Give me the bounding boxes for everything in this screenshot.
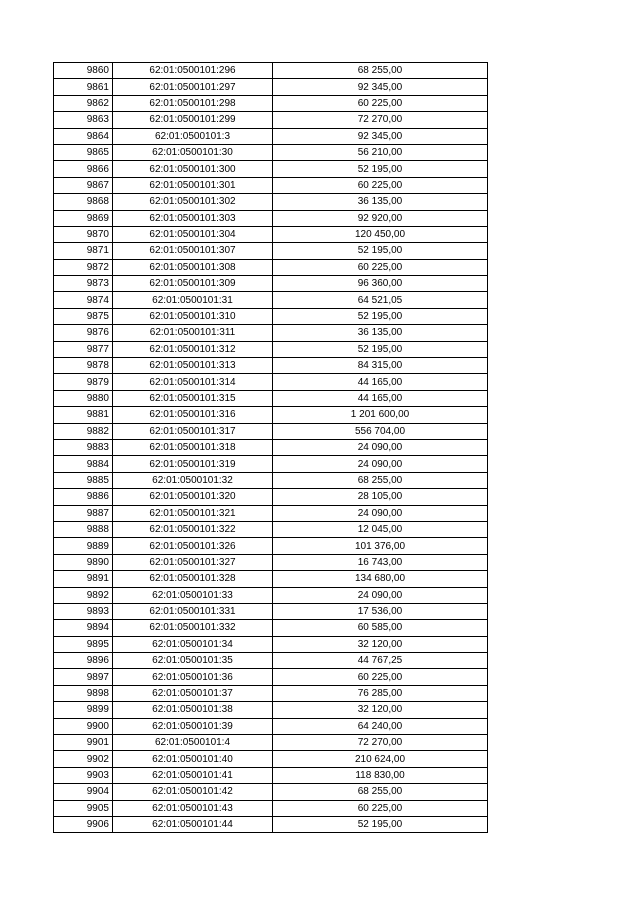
row-number-cell: 9897 (54, 669, 113, 685)
row-number-cell: 9904 (54, 784, 113, 800)
cadastral-number-cell: 62:01:0500101:301 (113, 177, 273, 193)
row-number-cell: 9885 (54, 472, 113, 488)
table-row (54, 636, 488, 652)
row-number-cell: 9884 (54, 456, 113, 472)
table-row (54, 538, 488, 554)
value-cell: 36 135,00 (273, 325, 488, 341)
cadastral-number-cell: 62:01:0500101:40 (113, 751, 273, 767)
table-row (54, 79, 488, 95)
cadastral-number-cell: 62:01:0500101:328 (113, 571, 273, 587)
value-cell: 210 624,00 (273, 751, 488, 767)
table-row (54, 226, 488, 242)
cadastral-number-cell: 62:01:0500101:34 (113, 636, 273, 652)
table-row (54, 325, 488, 341)
row-number-cell: 9866 (54, 161, 113, 177)
cadastral-number-cell: 62:01:0500101:299 (113, 112, 273, 128)
row-number-cell: 9891 (54, 571, 113, 587)
cadastral-number-cell: 62:01:0500101:315 (113, 390, 273, 406)
row-number-cell: 9876 (54, 325, 113, 341)
cadastral-number-cell: 62:01:0500101:43 (113, 800, 273, 816)
cadastral-number-cell: 62:01:0500101:3 (113, 128, 273, 144)
table-row (54, 669, 488, 685)
value-cell: 118 830,00 (273, 767, 488, 783)
table-row (54, 374, 488, 390)
value-cell: 32 120,00 (273, 702, 488, 718)
cadastral-number-cell: 62:01:0500101:35 (113, 653, 273, 669)
table-row (54, 702, 488, 718)
table-row (54, 505, 488, 521)
cadastral-number-cell: 62:01:0500101:316 (113, 407, 273, 423)
value-cell: 52 195,00 (273, 341, 488, 357)
row-number-cell: 9869 (54, 210, 113, 226)
cadastral-number-cell: 62:01:0500101:41 (113, 767, 273, 783)
row-number-cell: 9905 (54, 800, 113, 816)
table-row (54, 521, 488, 537)
table-row (54, 751, 488, 767)
row-number-cell: 9870 (54, 226, 113, 242)
table-row (54, 243, 488, 259)
value-cell: 44 767,25 (273, 653, 488, 669)
cadastral-number-cell: 62:01:0500101:321 (113, 505, 273, 521)
row-number-cell: 9871 (54, 243, 113, 259)
cadastral-number-cell: 62:01:0500101:331 (113, 603, 273, 619)
table-row (54, 144, 488, 160)
value-cell: 68 255,00 (273, 784, 488, 800)
cadastral-number-cell: 62:01:0500101:319 (113, 456, 273, 472)
row-number-cell: 9898 (54, 685, 113, 701)
row-number-cell: 9906 (54, 816, 113, 832)
row-number-cell: 9880 (54, 390, 113, 406)
row-number-cell: 9903 (54, 767, 113, 783)
row-number-cell: 9892 (54, 587, 113, 603)
value-cell: 92 345,00 (273, 79, 488, 95)
row-number-cell: 9874 (54, 292, 113, 308)
value-cell: 72 270,00 (273, 112, 488, 128)
table-row (54, 128, 488, 144)
table-row (54, 653, 488, 669)
table-row (54, 423, 488, 439)
value-cell: 60 225,00 (273, 177, 488, 193)
value-cell: 56 210,00 (273, 144, 488, 160)
value-cell: 52 195,00 (273, 308, 488, 324)
table-row (54, 276, 488, 292)
row-number-cell: 9867 (54, 177, 113, 193)
table-row (54, 816, 488, 832)
cadastral-number-cell: 62:01:0500101:39 (113, 718, 273, 734)
cadastral-number-cell: 62:01:0500101:300 (113, 161, 273, 177)
table-row (54, 341, 488, 357)
cadastral-number-cell: 62:01:0500101:36 (113, 669, 273, 685)
row-number-cell: 9901 (54, 735, 113, 751)
value-cell: 556 704,00 (273, 423, 488, 439)
value-cell: 60 585,00 (273, 620, 488, 636)
value-cell: 72 270,00 (273, 735, 488, 751)
cadastral-number-cell: 62:01:0500101:302 (113, 194, 273, 210)
value-cell: 68 255,00 (273, 63, 488, 79)
row-number-cell: 9860 (54, 63, 113, 79)
value-cell: 16 743,00 (273, 554, 488, 570)
table-row (54, 63, 488, 79)
cadastral-number-cell: 62:01:0500101:38 (113, 702, 273, 718)
value-cell: 120 450,00 (273, 226, 488, 242)
table-row (54, 292, 488, 308)
value-cell: 52 195,00 (273, 161, 488, 177)
table-row (54, 685, 488, 701)
value-cell: 92 345,00 (273, 128, 488, 144)
row-number-cell: 9899 (54, 702, 113, 718)
value-cell: 28 105,00 (273, 489, 488, 505)
table-row (54, 587, 488, 603)
table-row (54, 112, 488, 128)
value-cell: 60 225,00 (273, 800, 488, 816)
row-number-cell: 9883 (54, 439, 113, 455)
cadastral-number-cell: 62:01:0500101:320 (113, 489, 273, 505)
value-cell: 84 315,00 (273, 358, 488, 374)
value-cell: 76 285,00 (273, 685, 488, 701)
table-row (54, 603, 488, 619)
table-row (54, 571, 488, 587)
cadastral-number-cell: 62:01:0500101:317 (113, 423, 273, 439)
row-number-cell: 9894 (54, 620, 113, 636)
row-number-cell: 9900 (54, 718, 113, 734)
cadastral-number-cell: 62:01:0500101:296 (113, 63, 273, 79)
row-number-cell: 9889 (54, 538, 113, 554)
cadastral-number-cell: 62:01:0500101:30 (113, 144, 273, 160)
table-row (54, 472, 488, 488)
row-number-cell: 9873 (54, 276, 113, 292)
value-cell: 52 195,00 (273, 816, 488, 832)
value-cell: 64 240,00 (273, 718, 488, 734)
value-cell: 96 360,00 (273, 276, 488, 292)
value-cell: 134 680,00 (273, 571, 488, 587)
row-number-cell: 9893 (54, 603, 113, 619)
cadastral-number-cell: 62:01:0500101:44 (113, 816, 273, 832)
table-row (54, 554, 488, 570)
table-row (54, 718, 488, 734)
table-row (54, 308, 488, 324)
value-cell: 36 135,00 (273, 194, 488, 210)
row-number-cell: 9868 (54, 194, 113, 210)
table-row (54, 784, 488, 800)
row-number-cell: 9863 (54, 112, 113, 128)
cadastral-number-cell: 62:01:0500101:314 (113, 374, 273, 390)
value-cell: 60 225,00 (273, 95, 488, 111)
table-row (54, 735, 488, 751)
cadastral-number-cell: 62:01:0500101:313 (113, 358, 273, 374)
cadastral-number-cell: 62:01:0500101:308 (113, 259, 273, 275)
cadastral-number-cell: 62:01:0500101:33 (113, 587, 273, 603)
value-cell: 60 225,00 (273, 669, 488, 685)
cadastral-number-cell: 62:01:0500101:322 (113, 521, 273, 537)
cadastral-number-cell: 62:01:0500101:298 (113, 95, 273, 111)
row-number-cell: 9864 (54, 128, 113, 144)
cadastral-number-cell: 62:01:0500101:312 (113, 341, 273, 357)
cadastral-number-cell: 62:01:0500101:327 (113, 554, 273, 570)
row-number-cell: 9886 (54, 489, 113, 505)
cadastral-number-cell: 62:01:0500101:310 (113, 308, 273, 324)
cadastral-number-cell: 62:01:0500101:42 (113, 784, 273, 800)
row-number-cell: 9865 (54, 144, 113, 160)
cadastral-number-cell: 62:01:0500101:311 (113, 325, 273, 341)
value-cell: 92 920,00 (273, 210, 488, 226)
value-cell: 68 255,00 (273, 472, 488, 488)
cadastral-number-cell: 62:01:0500101:304 (113, 226, 273, 242)
table-row (54, 800, 488, 816)
value-cell: 101 376,00 (273, 538, 488, 554)
row-number-cell: 9882 (54, 423, 113, 439)
cadastral-number-cell: 62:01:0500101:31 (113, 292, 273, 308)
table-row (54, 456, 488, 472)
value-cell: 24 090,00 (273, 439, 488, 455)
value-cell: 12 045,00 (273, 521, 488, 537)
table-row (54, 177, 488, 193)
table-row (54, 95, 488, 111)
table-row (54, 390, 488, 406)
row-number-cell: 9878 (54, 358, 113, 374)
row-number-cell: 9896 (54, 653, 113, 669)
cadastral-number-cell: 62:01:0500101:297 (113, 79, 273, 95)
row-number-cell: 9862 (54, 95, 113, 111)
value-cell: 32 120,00 (273, 636, 488, 652)
table-row (54, 194, 488, 210)
table-row (54, 210, 488, 226)
value-cell: 64 521,05 (273, 292, 488, 308)
row-number-cell: 9861 (54, 79, 113, 95)
row-number-cell: 9895 (54, 636, 113, 652)
cadastral-number-cell: 62:01:0500101:303 (113, 210, 273, 226)
row-number-cell: 9888 (54, 521, 113, 537)
cadastral-number-cell: 62:01:0500101:307 (113, 243, 273, 259)
cadastral-number-cell: 62:01:0500101:4 (113, 735, 273, 751)
value-cell: 24 090,00 (273, 505, 488, 521)
table-row (54, 767, 488, 783)
value-cell: 60 225,00 (273, 259, 488, 275)
value-cell: 1 201 600,00 (273, 407, 488, 423)
row-number-cell: 9872 (54, 259, 113, 275)
row-number-cell: 9877 (54, 341, 113, 357)
row-number-cell: 9881 (54, 407, 113, 423)
row-number-cell: 9902 (54, 751, 113, 767)
table-row (54, 161, 488, 177)
value-cell: 17 536,00 (273, 603, 488, 619)
row-number-cell: 9879 (54, 374, 113, 390)
cadastral-number-cell: 62:01:0500101:326 (113, 538, 273, 554)
row-number-cell: 9887 (54, 505, 113, 521)
table-row (54, 259, 488, 275)
cadastral-number-cell: 62:01:0500101:309 (113, 276, 273, 292)
data-table (53, 62, 488, 833)
row-number-cell: 9875 (54, 308, 113, 324)
table-row (54, 489, 488, 505)
table-row (54, 439, 488, 455)
cadastral-number-cell: 62:01:0500101:32 (113, 472, 273, 488)
value-cell: 24 090,00 (273, 587, 488, 603)
value-cell: 24 090,00 (273, 456, 488, 472)
table-row (54, 358, 488, 374)
value-cell: 44 165,00 (273, 374, 488, 390)
table-row (54, 407, 488, 423)
value-cell: 44 165,00 (273, 390, 488, 406)
cadastral-number-cell: 62:01:0500101:332 (113, 620, 273, 636)
table-body (54, 63, 488, 833)
row-number-cell: 9890 (54, 554, 113, 570)
value-cell: 52 195,00 (273, 243, 488, 259)
cadastral-number-cell: 62:01:0500101:37 (113, 685, 273, 701)
cadastral-number-cell: 62:01:0500101:318 (113, 439, 273, 455)
table-row (54, 620, 488, 636)
